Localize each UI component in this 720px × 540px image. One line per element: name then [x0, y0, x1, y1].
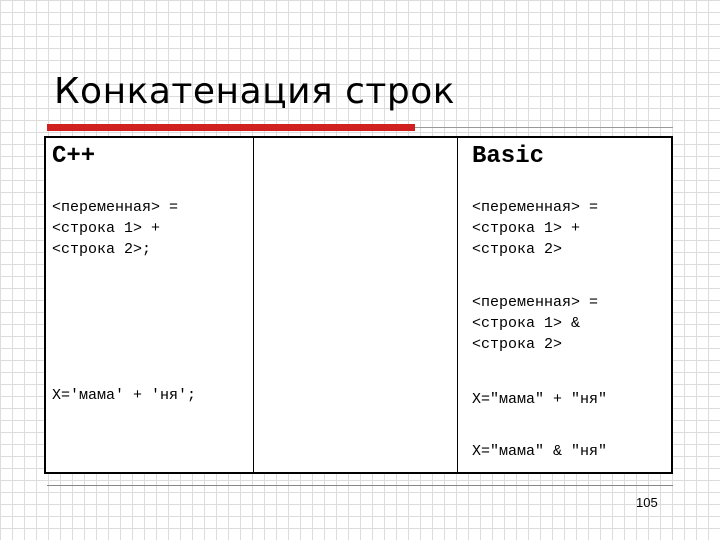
basic-syntax-plus-line: <строка 1> +	[472, 220, 581, 237]
cpp-syntax-line: <строка 1> +	[52, 220, 161, 237]
cpp-syntax-line: <строка 2>;	[52, 241, 152, 258]
title-underline	[415, 127, 673, 128]
table-column-divider	[457, 136, 458, 474]
cpp-syntax-line: <переменная> =	[52, 199, 179, 216]
table-column-divider	[253, 136, 254, 474]
basic-example-amp: X="мама" & "ня"	[472, 443, 608, 460]
slide-title: Конкатенация строк	[54, 71, 456, 112]
basic-column-header: Basic	[472, 143, 545, 170]
cpp-example: X='мама' + 'ня';	[52, 387, 197, 404]
basic-syntax-plus-line: <строка 2>	[472, 241, 563, 258]
title-accent-bar	[47, 124, 415, 131]
basic-syntax-plus-line: <переменная> =	[472, 199, 599, 216]
cpp-column-header: C++	[52, 143, 96, 170]
page-number: 105	[636, 495, 658, 510]
basic-example-plus: X="мама" + "ня"	[472, 391, 608, 408]
basic-syntax-amp-line: <переменная> =	[472, 294, 599, 311]
basic-syntax-amp-line: <строка 2>	[472, 336, 563, 353]
footer-divider	[47, 485, 673, 486]
basic-syntax-amp-line: <строка 1> &	[472, 315, 581, 332]
